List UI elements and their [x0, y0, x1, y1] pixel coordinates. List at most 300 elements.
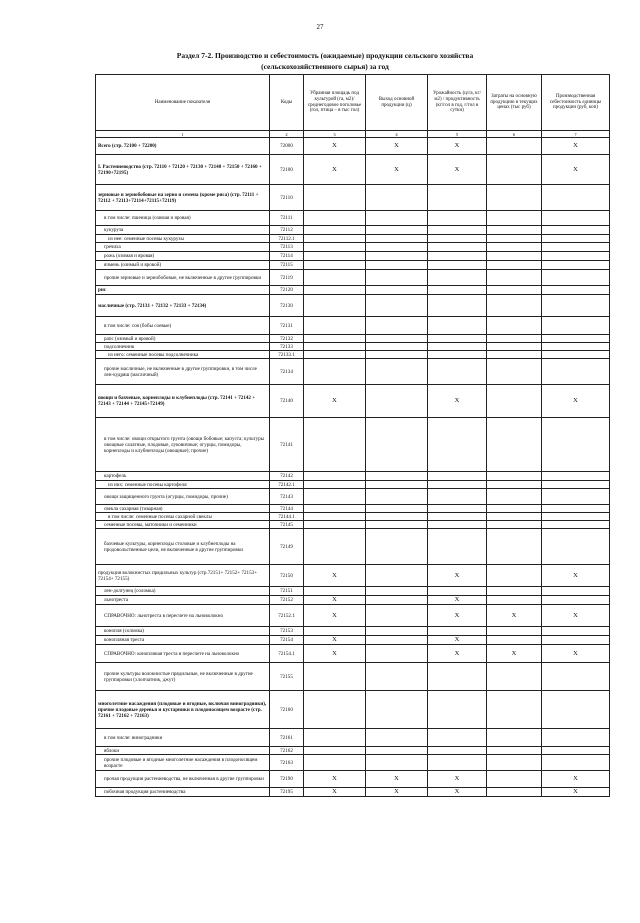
- row-unit-cost-cell: [542, 185, 610, 211]
- row-code-cell: 72155: [270, 663, 304, 691]
- row-cost-cell: [487, 270, 542, 286]
- row-area-cell: [304, 261, 366, 270]
- row-output-cell: [366, 261, 428, 270]
- row-unit-cost-cell: X: [542, 155, 610, 185]
- row-cost-cell: [487, 596, 542, 605]
- row-code-cell: 72151: [270, 587, 304, 596]
- row-code-cell: 72132: [270, 335, 304, 343]
- row-name-cell: рожь (озимая и яровая): [96, 252, 270, 261]
- row-cost-cell: [487, 286, 542, 295]
- row-yield-cell: [428, 418, 487, 472]
- column-number: 2: [270, 131, 304, 138]
- row-code-cell: 72141: [270, 418, 304, 472]
- row-name-cell: конопля (соломка): [96, 627, 270, 636]
- column-number: 3: [304, 131, 366, 138]
- header-cell: Убранная площадь под культурой (га, м2)/ среднегодовое поголовье (гол, птица – в тыс гол): [304, 75, 366, 131]
- row-unit-cost-cell: [542, 270, 610, 286]
- row-unit-cost-cell: X: [542, 771, 610, 788]
- section-title: [80, 50, 570, 72]
- table-row: [96, 286, 610, 295]
- row-unit-cost-cell: [542, 226, 610, 235]
- row-name-cell: СПРАВОЧНО: льнотреста в пересчете на льноволокно: [96, 605, 270, 627]
- row-name-cell: из него: семенные посевы подсолнечника: [96, 351, 270, 359]
- row-cost-cell: [487, 755, 542, 771]
- row-output-cell: [366, 505, 428, 513]
- row-cost-cell: [487, 691, 542, 729]
- row-name-cell: прочие зерновые и зернобобовые, не включенные в другие группировки: [96, 270, 270, 286]
- row-area-cell: [304, 627, 366, 636]
- row-unit-cost-cell: [542, 489, 610, 505]
- row-cost-cell: [487, 505, 542, 513]
- row-code-cell: 72160: [270, 691, 304, 729]
- row-name-cell: побочная продукция растениеводства: [96, 788, 270, 797]
- row-code-cell: 72150: [270, 565, 304, 587]
- row-code-cell: 72000: [270, 138, 304, 155]
- row-output-cell: [366, 513, 428, 521]
- row-code-cell: 72152.1: [270, 605, 304, 627]
- row-output-cell: [366, 418, 428, 472]
- table-row: [96, 513, 610, 521]
- row-unit-cost-cell: [542, 755, 610, 771]
- row-output-cell: [366, 489, 428, 505]
- row-cost-cell: [487, 138, 542, 155]
- row-yield-cell: [428, 317, 487, 335]
- row-name-cell: лен-долгунец (соломка): [96, 587, 270, 596]
- row-unit-cost-cell: X: [542, 138, 610, 155]
- row-name-cell: кукуруза: [96, 226, 270, 235]
- table-row: [96, 261, 610, 270]
- row-area-cell: X: [304, 605, 366, 627]
- row-code-cell: 72133.1: [270, 351, 304, 359]
- row-yield-cell: X: [428, 596, 487, 605]
- row-yield-cell: [428, 627, 487, 636]
- row-code-cell: 72140: [270, 385, 304, 418]
- table-row: [96, 343, 610, 351]
- row-code-cell: 72110: [270, 185, 304, 211]
- table-row: [96, 252, 610, 261]
- row-yield-cell: [428, 521, 487, 529]
- row-area-cell: X: [304, 565, 366, 587]
- row-output-cell: [366, 185, 428, 211]
- table-row: [96, 747, 610, 755]
- row-output-cell: [366, 235, 428, 243]
- row-cost-cell: [487, 489, 542, 505]
- row-output-cell: [366, 565, 428, 587]
- row-unit-cost-cell: [542, 286, 610, 295]
- row-area-cell: [304, 359, 366, 385]
- row-output-cell: [366, 729, 428, 747]
- row-code-cell: 72144.1: [270, 513, 304, 521]
- row-cost-cell: [487, 226, 542, 235]
- row-name-cell: картофель: [96, 472, 270, 481]
- row-cost-cell: [487, 521, 542, 529]
- row-area-cell: [304, 343, 366, 351]
- row-yield-cell: [428, 359, 487, 385]
- row-area-cell: [304, 513, 366, 521]
- row-output-cell: [366, 636, 428, 645]
- row-name-cell: яблоки: [96, 747, 270, 755]
- row-name-cell: ячмень (озимый и яровой): [96, 261, 270, 270]
- row-output-cell: [366, 351, 428, 359]
- row-yield-cell: [428, 235, 487, 243]
- row-output-cell: [366, 481, 428, 489]
- row-code-cell: 72112: [270, 226, 304, 235]
- row-code-cell: 72111: [270, 211, 304, 226]
- table-row: [96, 663, 610, 691]
- row-unit-cost-cell: [542, 472, 610, 481]
- row-code-cell: 72195: [270, 788, 304, 797]
- row-unit-cost-cell: [542, 252, 610, 261]
- row-name-cell: в том числе: виноградники: [96, 729, 270, 747]
- row-name-cell: масличные (стр. 72131 + 72132 + 72133 + 72134): [96, 295, 270, 317]
- row-name-cell: в том числе: соя (бобы соевые): [96, 317, 270, 335]
- row-code-cell: 72114: [270, 252, 304, 261]
- row-unit-cost-cell: X: [542, 788, 610, 797]
- row-area-cell: [304, 691, 366, 729]
- table-row: [96, 418, 610, 472]
- row-unit-cost-cell: [542, 521, 610, 529]
- row-area-cell: X: [304, 771, 366, 788]
- row-area-cell: X: [304, 636, 366, 645]
- row-cost-cell: [487, 729, 542, 747]
- row-cost-cell: [487, 351, 542, 359]
- row-name-cell: прочие культуры волокнистые прядильные, не включенные в другие группировки (хлопчатник, джут): [96, 663, 270, 691]
- row-yield-cell: [428, 211, 487, 226]
- page-number: 27: [316, 23, 324, 31]
- row-name-cell: прочие масличные, не включенные в другие группировки, в том числе лен-кудряш (масличный): [96, 359, 270, 385]
- row-cost-cell: [487, 472, 542, 481]
- row-cost-cell: [487, 481, 542, 489]
- row-yield-cell: [428, 252, 487, 261]
- column-number-row: [96, 131, 610, 138]
- row-area-cell: [304, 521, 366, 529]
- table-row: [96, 317, 610, 335]
- header-cell: Затраты на основную продукцию в текущих ценах (тыс руб): [487, 75, 542, 131]
- row-code-cell: 72133: [270, 343, 304, 351]
- row-area-cell: [304, 185, 366, 211]
- table-row: [96, 755, 610, 771]
- row-cost-cell: [487, 663, 542, 691]
- row-cost-cell: [487, 359, 542, 385]
- row-cost-cell: [487, 747, 542, 755]
- row-cost-cell: [487, 155, 542, 185]
- row-area-cell: [304, 489, 366, 505]
- row-output-cell: [366, 747, 428, 755]
- header-cell: Наименование показателя: [96, 75, 270, 131]
- row-name-cell: в том числе: пшеница (озимая и яровая): [96, 211, 270, 226]
- row-area-cell: [304, 243, 366, 252]
- header-row: [96, 75, 610, 131]
- row-yield-cell: [428, 663, 487, 691]
- row-unit-cost-cell: [542, 481, 610, 489]
- row-output-cell: [366, 343, 428, 351]
- row-cost-cell: [487, 587, 542, 596]
- row-yield-cell: [428, 755, 487, 771]
- row-yield-cell: [428, 335, 487, 343]
- row-output-cell: [366, 627, 428, 636]
- table-row: [96, 481, 610, 489]
- section-title-line-2: (сельскохозяйственного сырья) за год: [261, 62, 389, 71]
- row-yield-cell: [428, 295, 487, 317]
- row-yield-cell: X: [428, 636, 487, 645]
- row-unit-cost-cell: [542, 418, 610, 472]
- row-name-cell: I. Растениеводство (стр. 72110 + 72120 + 72130 + 72140 + 72150 + 72160 + 72190+72195): [96, 155, 270, 185]
- row-name-cell: из них: семенные посевы картофеля: [96, 481, 270, 489]
- row-unit-cost-cell: X: [542, 605, 610, 627]
- row-cost-cell: [487, 771, 542, 788]
- row-unit-cost-cell: [542, 235, 610, 243]
- table-row: [96, 636, 610, 645]
- row-area-cell: [304, 226, 366, 235]
- row-output-cell: [366, 335, 428, 343]
- row-name-cell: из нее: семенные посевы кукурузы: [96, 235, 270, 243]
- row-yield-cell: [428, 226, 487, 235]
- row-name-cell: в том числе: овощи открытого грунта (овощи бобовые; капуста; культуры овощные салатные, плодовые, луковичные; огурцы, помидоры, корнеплоды и клубнеплоды (овощные); прочие): [96, 418, 270, 472]
- row-area-cell: X: [304, 596, 366, 605]
- row-code-cell: 72142: [270, 472, 304, 481]
- row-output-cell: [366, 605, 428, 627]
- row-name-cell: многолетние насаждения (плодовые и ягодные, включая виноградники), прочие плодовые деревья и кустарники в плодоносящем возрасте (стр. 72161 + 72162 + 72163): [96, 691, 270, 729]
- row-code-cell: 72131: [270, 317, 304, 335]
- header-cell: Урожайность (ц/га, кг/м2) / продуктивность (кг/гол в год, г/гол в сутки): [428, 75, 487, 131]
- table-row: [96, 596, 610, 605]
- row-cost-cell: [487, 788, 542, 797]
- row-name-cell: конопляная треста: [96, 636, 270, 645]
- row-area-cell: [304, 747, 366, 755]
- row-output-cell: [366, 295, 428, 317]
- table-row: [96, 529, 610, 565]
- row-code-cell: 72162: [270, 747, 304, 755]
- row-yield-cell: [428, 286, 487, 295]
- column-number: 4: [366, 131, 428, 138]
- row-cost-cell: [487, 243, 542, 252]
- row-unit-cost-cell: [542, 359, 610, 385]
- row-output-cell: [366, 691, 428, 729]
- table-row: [96, 351, 610, 359]
- row-unit-cost-cell: [542, 691, 610, 729]
- row-output-cell: X: [366, 771, 428, 788]
- column-number: 6: [487, 131, 542, 138]
- table-row: [96, 295, 610, 317]
- row-cost-cell: [487, 385, 542, 418]
- row-output-cell: [366, 252, 428, 261]
- row-yield-cell: X: [428, 385, 487, 418]
- header-cell: Выход основной продукции (ц): [366, 75, 428, 131]
- row-name-cell: прочие плодовые и ягодные многолетние насаждения в плодоносящем возрасте: [96, 755, 270, 771]
- table-row: [96, 489, 610, 505]
- row-output-cell: [366, 226, 428, 235]
- row-output-cell: [366, 596, 428, 605]
- row-name-cell: овощи и бахчевые, корнеплоды и клубнеплоды (стр. 72141 + 72142 + 72143 + 72144 + 72145+72149): [96, 385, 270, 418]
- row-area-cell: [304, 663, 366, 691]
- row-cost-cell: [487, 418, 542, 472]
- table-row: [96, 691, 610, 729]
- row-code-cell: 72130: [270, 295, 304, 317]
- production-cost-table: [95, 74, 610, 797]
- row-yield-cell: X: [428, 138, 487, 155]
- row-name-cell: Всего (стр. 72100 + 72200): [96, 138, 270, 155]
- row-unit-cost-cell: [542, 343, 610, 351]
- row-cost-cell: [487, 252, 542, 261]
- row-name-cell: гречиха: [96, 243, 270, 252]
- row-yield-cell: [428, 489, 487, 505]
- row-code-cell: 72145: [270, 521, 304, 529]
- table-row: [96, 155, 610, 185]
- row-yield-cell: [428, 343, 487, 351]
- row-output-cell: [366, 286, 428, 295]
- row-unit-cost-cell: X: [542, 565, 610, 587]
- row-output-cell: [366, 385, 428, 418]
- row-unit-cost-cell: [542, 587, 610, 596]
- row-yield-cell: X: [428, 645, 487, 663]
- row-unit-cost-cell: [542, 243, 610, 252]
- row-yield-cell: X: [428, 155, 487, 185]
- table-row: [96, 587, 610, 596]
- row-name-cell: прочая продукция растениеводства, не включенная в другие группировки: [96, 771, 270, 788]
- row-code-cell: 72142.1: [270, 481, 304, 489]
- row-yield-cell: [428, 747, 487, 755]
- row-area-cell: [304, 317, 366, 335]
- table-row: [96, 335, 610, 343]
- row-unit-cost-cell: [542, 211, 610, 226]
- row-name-cell: бахчевые культуры, корнеплоды столовые и клубнеплоды на продовольственные цели, не включенные в другие группировки: [96, 529, 270, 565]
- row-unit-cost-cell: [542, 636, 610, 645]
- row-output-cell: [366, 645, 428, 663]
- row-yield-cell: [428, 513, 487, 521]
- row-area-cell: [304, 286, 366, 295]
- row-unit-cost-cell: [542, 513, 610, 521]
- row-output-cell: [366, 359, 428, 385]
- row-area-cell: [304, 755, 366, 771]
- row-name-cell: продукция волокнистых прядильных культур (стр.72151+ 72152+ 72153+ 72154+ 72155): [96, 565, 270, 587]
- table-row: [96, 771, 610, 788]
- row-yield-cell: X: [428, 565, 487, 587]
- header-cell: Коды: [270, 75, 304, 131]
- row-output-cell: [366, 270, 428, 286]
- table-row: [96, 505, 610, 513]
- row-yield-cell: X: [428, 605, 487, 627]
- row-unit-cost-cell: [542, 729, 610, 747]
- row-name-cell: подсолнечник: [96, 343, 270, 351]
- row-code-cell: 72163: [270, 755, 304, 771]
- table-row: [96, 211, 610, 226]
- table-row: [96, 235, 610, 243]
- row-yield-cell: [428, 185, 487, 211]
- row-yield-cell: [428, 270, 487, 286]
- row-cost-cell: [487, 235, 542, 243]
- table-row: [96, 359, 610, 385]
- row-code-cell: 72190: [270, 771, 304, 788]
- row-code-cell: 72149: [270, 529, 304, 565]
- row-cost-cell: [487, 335, 542, 343]
- row-code-cell: 72154.1: [270, 645, 304, 663]
- row-unit-cost-cell: [542, 335, 610, 343]
- row-output-cell: [366, 521, 428, 529]
- row-unit-cost-cell: X: [542, 645, 610, 663]
- row-unit-cost-cell: [542, 747, 610, 755]
- row-output-cell: [366, 587, 428, 596]
- row-yield-cell: [428, 261, 487, 270]
- table-row: [96, 788, 610, 797]
- row-area-cell: X: [304, 385, 366, 418]
- table-row: [96, 729, 610, 747]
- row-output-cell: [366, 317, 428, 335]
- row-cost-cell: [487, 185, 542, 211]
- row-name-cell: овощи защищенного грунта (огурцы, помидоры, прочие): [96, 489, 270, 505]
- row-yield-cell: [428, 691, 487, 729]
- row-area-cell: [304, 211, 366, 226]
- row-code-cell: 72100: [270, 155, 304, 185]
- row-code-cell: 72152: [270, 596, 304, 605]
- row-area-cell: [304, 505, 366, 513]
- row-unit-cost-cell: [542, 351, 610, 359]
- row-area-cell: [304, 335, 366, 343]
- row-yield-cell: [428, 481, 487, 489]
- table-row: [96, 472, 610, 481]
- row-unit-cost-cell: [542, 627, 610, 636]
- row-area-cell: [304, 729, 366, 747]
- row-cost-cell: [487, 295, 542, 317]
- table-row: [96, 605, 610, 627]
- table-row: [96, 565, 610, 587]
- row-name-cell: рис: [96, 286, 270, 295]
- table-row: [96, 138, 610, 155]
- table-row: [96, 385, 610, 418]
- row-unit-cost-cell: [542, 529, 610, 565]
- row-cost-cell: [487, 261, 542, 270]
- row-area-cell: [304, 252, 366, 261]
- row-code-cell: 72134: [270, 359, 304, 385]
- row-name-cell: льнотреста: [96, 596, 270, 605]
- row-output-cell: [366, 529, 428, 565]
- row-cost-cell: [487, 627, 542, 636]
- row-yield-cell: X: [428, 771, 487, 788]
- row-area-cell: [304, 481, 366, 489]
- row-cost-cell: [487, 513, 542, 521]
- row-area-cell: [304, 295, 366, 317]
- row-area-cell: [304, 351, 366, 359]
- row-unit-cost-cell: [542, 261, 610, 270]
- row-area-cell: X: [304, 138, 366, 155]
- row-area-cell: [304, 472, 366, 481]
- row-output-cell: [366, 663, 428, 691]
- row-area-cell: X: [304, 788, 366, 797]
- row-area-cell: X: [304, 645, 366, 663]
- row-area-cell: [304, 529, 366, 565]
- row-code-cell: 72153: [270, 627, 304, 636]
- row-area-cell: [304, 587, 366, 596]
- row-code-cell: 72120: [270, 286, 304, 295]
- row-name-cell: свекла сахарная (товарная): [96, 505, 270, 513]
- section-title-line-1: Раздел 7-2. Производство и себестоимость (ожидаемые) продукции сельского хозяйства: [176, 51, 474, 60]
- row-yield-cell: [428, 505, 487, 513]
- table-row: [96, 226, 610, 235]
- row-code-cell: 72112.1: [270, 235, 304, 243]
- row-cost-cell: [487, 565, 542, 587]
- row-yield-cell: [428, 587, 487, 596]
- column-number: 1: [96, 131, 270, 138]
- row-output-cell: [366, 472, 428, 481]
- row-yield-cell: [428, 472, 487, 481]
- row-output-cell: X: [366, 155, 428, 185]
- row-area-cell: [304, 235, 366, 243]
- row-unit-cost-cell: [542, 596, 610, 605]
- row-code-cell: 72144: [270, 505, 304, 513]
- row-name-cell: зерновые и зернобобовые на зерно и семена (кроме риса) (стр. 72111 + 72112 + 72113+72114+72115+72119): [96, 185, 270, 211]
- row-code-cell: 72113: [270, 243, 304, 252]
- table-body: [96, 138, 610, 797]
- row-area-cell: [304, 418, 366, 472]
